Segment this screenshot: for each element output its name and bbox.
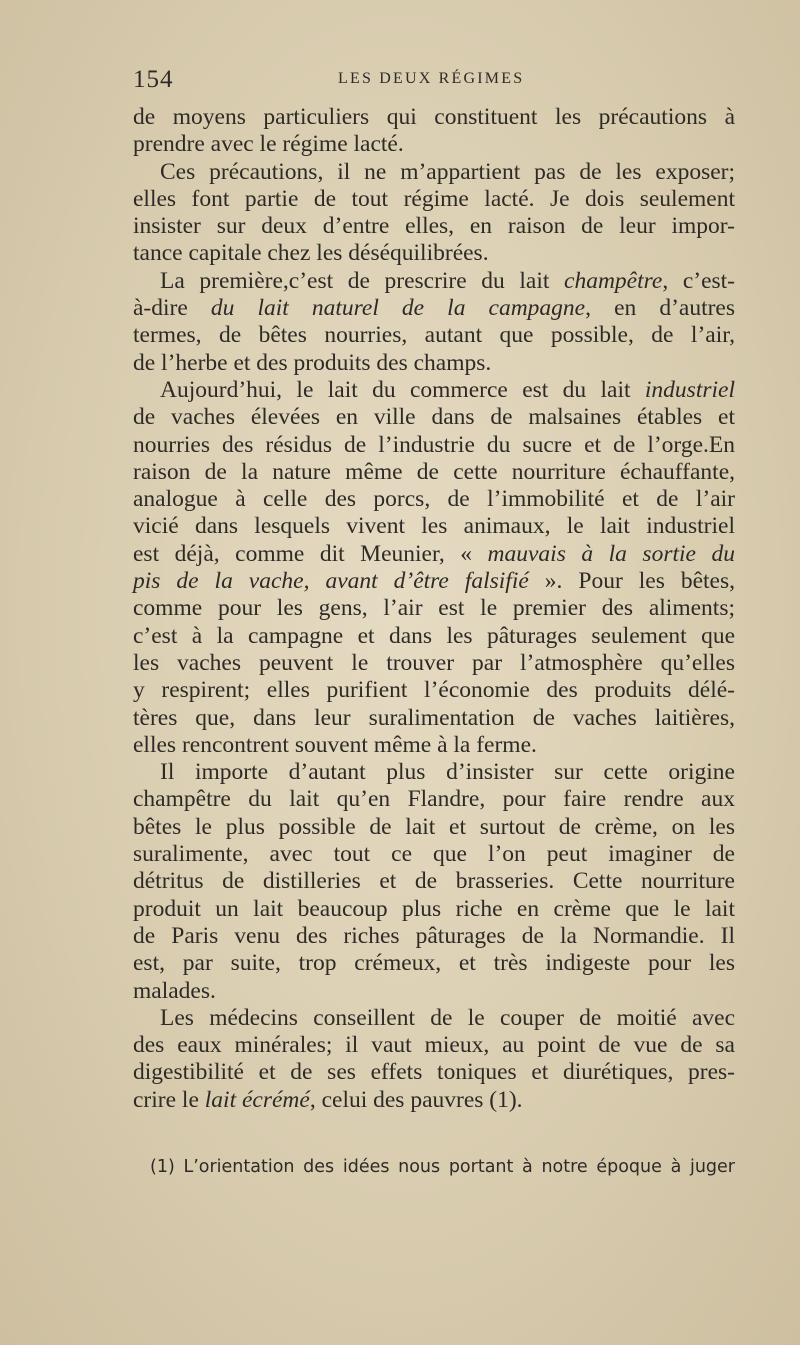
text-span: , en d’autres: [585, 295, 736, 322]
text-span: ». Pour les bêtes,: [528, 568, 735, 595]
text-line: de vaches élevées en ville dans de malsaines étables et: [133, 404, 735, 431]
footnote: (1) L’orientation des idées nous portant à notre époque à juger: [150, 1157, 735, 1177]
text-span: Aujourd’hui, le lait du commerce est du lait: [160, 376, 645, 403]
text-line: des eaux minérales; il vaut mieux, au point de vue de sa: [133, 1032, 735, 1059]
text-line: comme pour les gens, l’air est le premier des aliments;: [133, 595, 735, 622]
text-line: suralimente, avec tout ce que l’on peut imaginer de: [133, 841, 735, 868]
text-line: raison de la nature même de cette nourriture échauffante,: [133, 458, 735, 485]
text-line: est, par suite, trop crémeux, et très indigeste pour les: [133, 950, 735, 977]
text-line: [133, 1087, 735, 1114]
text-line: y respirent; elles purifient l’économie des produits délé-: [133, 677, 735, 704]
text-line: [133, 377, 735, 404]
text-line: termes, de bêtes nourries, autant que possible, de l’air,: [133, 322, 735, 349]
text-line: de l’herbe et des produits des champs.: [133, 349, 492, 376]
italic-text: champêtre: [564, 267, 663, 294]
text-line: les vaches peuvent le trouver par l’atmosphère qu’elles: [133, 649, 735, 676]
text-line: tance capitale chez les déséquilibrées.: [133, 240, 489, 267]
text-line: [133, 568, 735, 595]
text-line: champêtre du lait qu’en Flandre, pour faire rendre aux: [133, 786, 735, 813]
text-line: malades.: [133, 977, 216, 1004]
text-line: détritus de distilleries et de brasseries. Cette nourriture: [133, 868, 735, 895]
text-line: de moyens particuliers qui constituent les précautions à: [133, 104, 735, 130]
text-line: [133, 268, 735, 295]
text-span: à-dire: [133, 295, 211, 322]
running-head: [133, 66, 735, 96]
italic-text: mauvais à la sortie du: [487, 540, 735, 567]
text-line: digestibilité et de ses effets toniques et diurétiques, pres-: [133, 1059, 735, 1086]
text-line: [133, 541, 735, 568]
text-line: de Paris venu des riches pâturages de la Normandie. Il: [133, 922, 735, 949]
text-span: , c’est-: [662, 267, 736, 294]
page-number: 154: [133, 66, 174, 93]
italic-text: industriel: [644, 376, 735, 403]
italic-text: du lait naturel de la campagne: [210, 295, 586, 322]
text-span: La première,c’est de prescrire du lait: [160, 267, 565, 294]
body-text: [133, 104, 735, 1114]
text-line: Ces précautions, il ne m’appartient pas de les exposer;: [160, 158, 735, 185]
text-line: vicié dans lesquels vivent les animaux, le lait industriel: [133, 513, 735, 540]
text-line: elles font partie de tout régime lacté. Je dois seulement: [133, 185, 735, 212]
italic-text: pis de la vache, avant d’être falsifié: [133, 568, 529, 595]
text-span: , celui des pauvres (1).: [309, 1086, 523, 1113]
text-line: c’est à la campagne et dans les pâturages seulement que: [133, 622, 735, 649]
text-line: produit un lait beaucoup plus riche en crème que le lait: [133, 895, 735, 922]
text-line: [133, 295, 735, 322]
text-line: Il importe d’autant plus d’insister sur cette origine: [160, 759, 735, 786]
italic-text: lait écrémé: [204, 1086, 310, 1113]
text-line: tères que, dans leur suralimentation de vaches laitières,: [133, 704, 735, 731]
text-span: est déjà, comme dit Meunier, «: [133, 540, 488, 567]
text-line: bêtes le plus possible de lait et surtout de crème, on les: [133, 813, 735, 840]
text-line: insister sur deux d’entre elles, en raison de leur impor-: [133, 213, 735, 240]
text-line: analogue à celle des porcs, de l’immobilité et de l’air: [133, 486, 735, 513]
text-line: Les médecins conseillent de le couper de moitié avec: [160, 1004, 735, 1031]
text-line: prendre avec le régime lacté.: [133, 131, 404, 158]
text-line: nourries des résidus de l’industrie du sucre et de l’orge.En: [133, 431, 735, 458]
running-title: LES DEUX RÉGIMES: [338, 70, 525, 87]
text-span: crire le: [133, 1086, 205, 1113]
text-line: elles rencontrent souvent même à la ferme.: [133, 731, 537, 758]
